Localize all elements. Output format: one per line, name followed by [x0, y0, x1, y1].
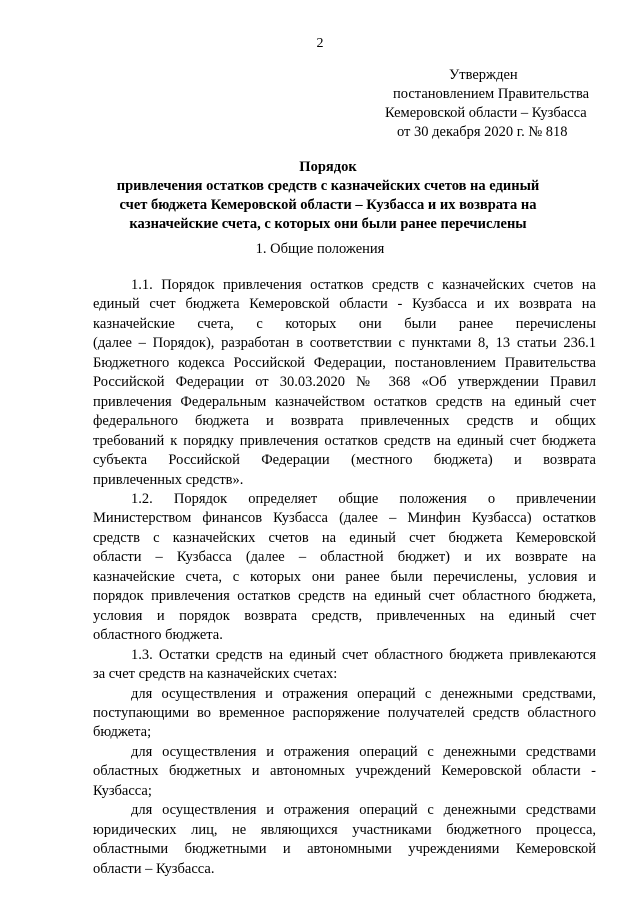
approval-line: постановлением Правительства [393, 86, 590, 102]
text-line: областными бюджетными и автономными учреждениями Кемеровской [93, 841, 596, 858]
text-line: федерального бюджета и возврата привлеченных средств и общих [93, 413, 596, 430]
section-heading: 1. Общие положения [255, 241, 385, 257]
text-line: области – Кузбасса (далее – областной бюджет) и их возврате на [93, 549, 596, 566]
text-line: за счет средств на казначейских счетах: [93, 666, 338, 683]
text-line: порядок привлечения остатков средств на единый счет областного бюджета, [93, 588, 596, 605]
text-line: для осуществления и отражения операций с денежными средствами, [131, 685, 596, 702]
text-line: Бюджетного кодекса Российской Федерации, постановлением Правительства [93, 354, 596, 371]
text-line: 1.2. Порядок определяет общие положения о привлечении [131, 490, 596, 507]
text-line: юридических лиц, не являющихся участниками бюджетного процесса, [93, 821, 596, 838]
text-line: 1.1. Порядок привлечения остатков средств с казначейских счетов на [131, 277, 596, 293]
text-line: Кузбасса; [93, 782, 152, 799]
text-line: (далее – Порядок), разработан в соответствии с пунктами 8, 13 статьи 236.1 [93, 335, 596, 352]
text-line: областных бюджетных и автономных учреждений Кемеровской области - [93, 763, 596, 780]
title-line: привлечения остатков средств с казначейских счетов на единый [116, 178, 540, 194]
text-line: Министерством финансов Кузбасса (далее – Минфин Кузбасса) остатков [93, 510, 596, 527]
document-title [95, 158, 561, 234]
text-line: казначейские счета, с которых они ранее были перечислены, условия и [93, 568, 596, 585]
page-number: 2 [316, 36, 324, 51]
approval-line: от 30 декабря 2020 г. № 818 [397, 124, 568, 140]
text-line: поступающими во временное распоряжение получателей средств областного [93, 704, 596, 721]
approval-stamp [385, 66, 615, 142]
text-line: привлечения Федеральным казначейством остатков средств на единый счет [93, 393, 596, 410]
text-line: казначейские счета, с которых они были ранее перечислены [93, 315, 596, 332]
text-line: областного бюджета. [93, 627, 223, 644]
title-line: казначейские счета, с которых они были ранее перечислены [129, 216, 527, 232]
title-line: счет бюджета Кемеровской области – Кузбасса и их возврата на [119, 197, 537, 213]
text-line: области – Кузбасса. [93, 860, 215, 877]
text-line: субъекта Российской Федерации (местного бюджета) и возврата [93, 452, 596, 469]
text-line: средств с казначейских счетов на единый счет бюджета Кемеровской [93, 529, 596, 546]
approval-line: Кемеровской области – Кузбасса [385, 105, 587, 121]
title-line: Порядок [299, 159, 357, 175]
text-line: для осуществления и отражения операций с денежными средствами [131, 743, 596, 760]
approval-line: Утвержден [449, 67, 518, 83]
body-text [93, 276, 596, 879]
text-line: единый счет бюджета Кемеровской области - Кузбасса и их возврата на [93, 296, 596, 313]
text-line: 1.3. Остатки средств на единый счет областного бюджета привлекаются [131, 646, 596, 663]
text-line: привлеченных средств». [93, 471, 244, 488]
text-line: бюджета; [93, 724, 152, 741]
text-line: для осуществления и отражения операций с денежными средствами [131, 802, 596, 819]
text-line: Российской Федерации от 30.03.2020 № 368 «Об утверждении Правил [93, 374, 596, 391]
text-line: условия и порядок возврата средств, привлеченных на единый счет [93, 607, 596, 624]
text-line: требований к порядку привлечения остатков средств на единый счет бюджета [93, 432, 596, 449]
